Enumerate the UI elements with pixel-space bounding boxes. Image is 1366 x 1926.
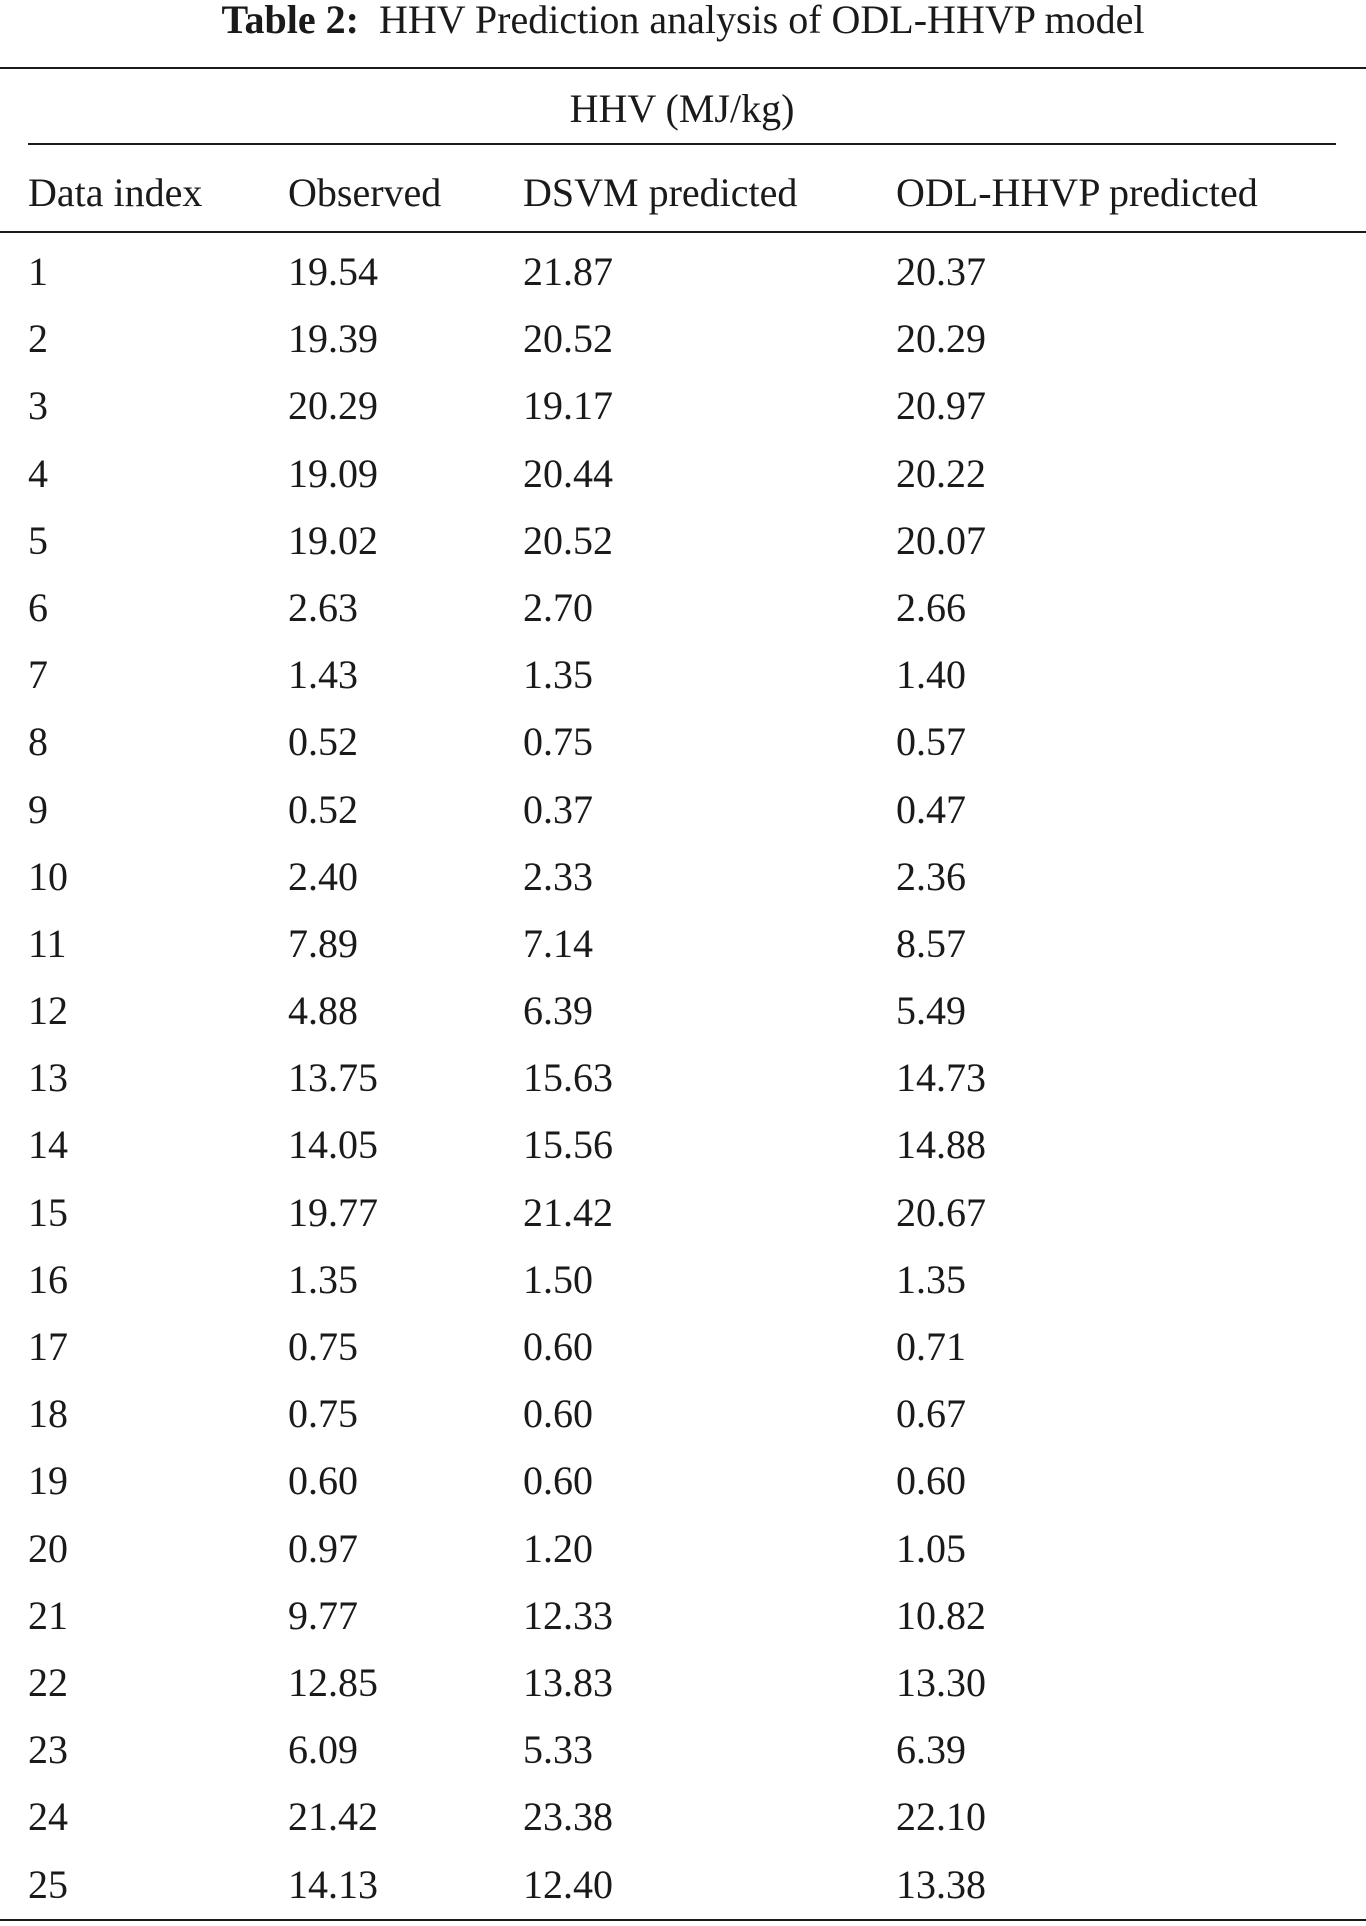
cell-dsvm-predicted: 1.50 [523, 1256, 593, 1302]
table-row [0, 716, 1366, 783]
cell-dsvm-predicted: 21.42 [523, 1189, 613, 1235]
table-row [0, 515, 1366, 582]
cell-data-index: 14 [28, 1122, 68, 1168]
cell-dsvm-predicted: 0.60 [523, 1458, 593, 1504]
table-caption [0, 0, 1366, 46]
table-row [0, 1859, 1366, 1926]
cell-observed: 19.39 [288, 316, 378, 362]
cell-dsvm-predicted: 13.83 [523, 1659, 613, 1705]
cell-data-index: 8 [28, 719, 48, 765]
cell-dsvm-predicted: 5.33 [523, 1727, 593, 1773]
table-row [0, 1590, 1366, 1657]
cell-observed: 0.52 [288, 786, 358, 832]
cell-data-index: 2 [28, 316, 48, 362]
cell-dsvm-predicted: 21.87 [523, 249, 613, 294]
cell-odl-hhvp-predicted: 22.10 [896, 1794, 986, 1840]
cell-observed: 0.60 [288, 1458, 358, 1504]
cell-data-index: 16 [28, 1256, 68, 1302]
cell-data-index: 11 [28, 920, 67, 966]
cell-odl-hhvp-predicted: 0.71 [896, 1324, 966, 1369]
cell-odl-hhvp-predicted: 20.67 [896, 1189, 986, 1235]
table-row [0, 784, 1366, 851]
table-body [0, 246, 1366, 1926]
cell-data-index: 6 [28, 584, 48, 630]
cell-dsvm-predicted: 0.60 [523, 1324, 593, 1369]
table-caption-text: HHV Prediction analysis of ODL-HHVP model [378, 0, 1145, 42]
cell-data-index: 22 [28, 1659, 68, 1705]
cell-dsvm-predicted: 19.17 [523, 383, 613, 429]
cell-observed: 19.54 [288, 249, 378, 294]
table-row [0, 1724, 1366, 1791]
table-row [0, 851, 1366, 918]
cell-observed: 19.77 [288, 1189, 378, 1235]
cell-data-index: 1 [28, 249, 48, 294]
header-rule [0, 231, 1366, 233]
cell-data-index: 21 [28, 1592, 68, 1638]
top-rule [0, 67, 1366, 69]
cell-odl-hhvp-predicted: 0.60 [896, 1458, 966, 1504]
cell-dsvm-predicted: 12.33 [523, 1592, 613, 1638]
cell-observed: 4.88 [288, 988, 358, 1034]
cell-data-index: 12 [28, 988, 68, 1034]
cell-observed: 2.40 [288, 853, 358, 899]
table-row [0, 918, 1366, 985]
table-row [0, 1254, 1366, 1321]
cell-observed: 2.63 [288, 584, 358, 630]
cell-odl-hhvp-predicted: 0.67 [896, 1391, 966, 1437]
cell-data-index: 3 [28, 383, 48, 429]
cell-observed: 14.05 [288, 1122, 378, 1168]
cell-dsvm-predicted: 2.33 [523, 853, 593, 899]
cell-observed: 7.89 [288, 920, 358, 966]
cell-observed: 0.75 [288, 1324, 358, 1369]
cell-data-index: 5 [28, 517, 48, 563]
table-row [0, 313, 1366, 380]
column-header-data-index: Data index [28, 170, 203, 215]
cell-odl-hhvp-predicted: 20.37 [896, 249, 986, 294]
cell-dsvm-predicted: 12.40 [523, 1861, 613, 1907]
table-row [0, 1119, 1366, 1186]
cell-observed: 1.35 [288, 1256, 358, 1302]
cell-odl-hhvp-predicted: 8.57 [896, 920, 966, 966]
cell-dsvm-predicted: 1.35 [523, 652, 593, 698]
cell-data-index: 7 [28, 652, 48, 698]
table-row [0, 1791, 1366, 1858]
cell-dsvm-predicted: 15.56 [523, 1122, 613, 1168]
cell-dsvm-predicted: 20.52 [523, 316, 613, 362]
cell-odl-hhvp-predicted: 1.40 [896, 652, 966, 698]
cell-odl-hhvp-predicted: 13.30 [896, 1659, 986, 1705]
cell-odl-hhvp-predicted: 10.82 [896, 1592, 986, 1638]
cell-data-index: 13 [28, 1055, 68, 1101]
cell-odl-hhvp-predicted: 2.36 [896, 853, 966, 899]
cell-data-index: 23 [28, 1727, 68, 1773]
cell-odl-hhvp-predicted: 13.38 [896, 1861, 986, 1907]
cell-odl-hhvp-predicted: 1.35 [896, 1256, 966, 1302]
group-header-rule [28, 143, 1336, 145]
cell-dsvm-predicted: 20.52 [523, 517, 613, 563]
cell-dsvm-predicted: 1.20 [523, 1525, 593, 1571]
cell-observed: 6.09 [288, 1727, 358, 1773]
cell-observed: 21.42 [288, 1794, 378, 1840]
cell-observed: 0.97 [288, 1525, 358, 1571]
cell-data-index: 19 [28, 1458, 68, 1504]
cell-dsvm-predicted: 7.14 [523, 920, 593, 966]
cell-observed: 20.29 [288, 383, 378, 429]
cell-observed: 0.75 [288, 1391, 358, 1437]
column-header-observed: Observed [288, 170, 442, 215]
cell-observed: 12.85 [288, 1659, 378, 1705]
table-row [0, 1657, 1366, 1724]
cell-odl-hhvp-predicted: 2.66 [896, 584, 966, 630]
cell-dsvm-predicted: 0.37 [523, 786, 593, 832]
table-row [0, 582, 1366, 649]
cell-data-index: 15 [28, 1189, 68, 1235]
bottom-rule [0, 1919, 1366, 1921]
cell-data-index: 25 [28, 1861, 68, 1907]
cell-observed: 1.43 [288, 652, 358, 698]
cell-observed: 9.77 [288, 1592, 358, 1638]
cell-odl-hhvp-predicted: 20.07 [896, 517, 986, 563]
cell-odl-hhvp-predicted: 20.29 [896, 316, 986, 362]
cell-data-index: 24 [28, 1794, 68, 1840]
table-row [0, 649, 1366, 716]
cell-odl-hhvp-predicted: 14.73 [896, 1055, 986, 1101]
cell-dsvm-predicted: 2.70 [523, 584, 593, 630]
cell-observed: 19.09 [288, 450, 378, 496]
column-header-odl-hhvp-predicted: ODL-HHVP predicted [896, 170, 1258, 215]
table-row [0, 1455, 1366, 1522]
cell-dsvm-predicted: 20.44 [523, 450, 613, 496]
cell-observed: 13.75 [288, 1055, 378, 1101]
cell-data-index: 20 [28, 1525, 68, 1571]
cell-odl-hhvp-predicted: 20.22 [896, 450, 986, 496]
cell-odl-hhvp-predicted: 20.97 [896, 383, 986, 429]
table-row [0, 380, 1366, 447]
cell-data-index: 18 [28, 1391, 68, 1437]
cell-dsvm-predicted: 0.60 [523, 1391, 593, 1437]
cell-odl-hhvp-predicted: 0.57 [896, 719, 966, 765]
cell-odl-hhvp-predicted: 14.88 [896, 1122, 986, 1168]
cell-dsvm-predicted: 6.39 [523, 988, 593, 1034]
group-header: HHV (MJ/kg) [569, 86, 795, 131]
cell-odl-hhvp-predicted: 6.39 [896, 1727, 966, 1773]
cell-odl-hhvp-predicted: 1.05 [896, 1525, 966, 1571]
cell-data-index: 10 [28, 853, 68, 899]
table-row [0, 246, 1366, 313]
table-row [0, 1321, 1366, 1388]
table-row [0, 1052, 1366, 1119]
table-row [0, 1388, 1366, 1455]
cell-observed: 14.13 [288, 1861, 378, 1907]
cell-dsvm-predicted: 23.38 [523, 1794, 613, 1840]
table-row [0, 985, 1366, 1052]
table-row [0, 1187, 1366, 1254]
cell-data-index: 9 [28, 786, 48, 832]
table-caption-label: Table 2: [221, 0, 359, 42]
cell-data-index: 17 [28, 1324, 68, 1369]
column-header-dsvm-predicted: DSVM predicted [523, 170, 798, 215]
cell-data-index: 4 [28, 450, 48, 496]
cell-odl-hhvp-predicted: 5.49 [896, 988, 966, 1034]
cell-dsvm-predicted: 0.75 [523, 719, 593, 765]
table-row [0, 448, 1366, 515]
cell-dsvm-predicted: 15.63 [523, 1055, 613, 1101]
cell-observed: 19.02 [288, 517, 378, 563]
cell-observed: 0.52 [288, 719, 358, 765]
cell-odl-hhvp-predicted: 0.47 [896, 786, 966, 832]
table-row [0, 1523, 1366, 1590]
